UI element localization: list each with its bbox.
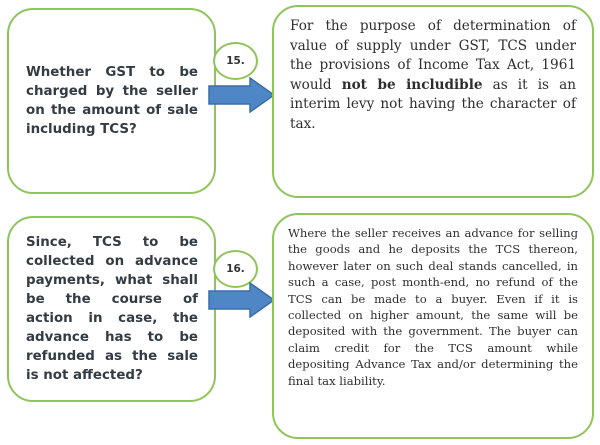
answer-text-16: Where the seller receives an advance for selling the goods and he deposits the TCS thereon, however later on such deal stands cancelled, in such a case, post month-end, no refund of the TCS can be made to a buyer. Even if it is collected on higher amount, the same will be deposited with the government. The buyer can claim credit for the TCS amount while depositing Advance Tax and/or determining the final tax liability.	[288, 226, 578, 388]
answer-text-15-part2: as it is an interim levy not having the character of tax.	[290, 76, 576, 132]
answer-box-15	[272, 5, 594, 198]
question-box-15	[7, 8, 216, 194]
question-text-16: Since, TCS to be collected on advance payments, what shall be the course of action in case, the advance has to be refunded as the sale is not affected?	[26, 235, 198, 383]
arrow-right-icon	[208, 77, 276, 113]
arrow-right-icon	[208, 282, 276, 318]
answer-text-15-part1: For the purpose of determination of value of supply under GST, TCS under the provisions of Income Tax Act, 1961 would	[290, 18, 576, 93]
question-box-16	[7, 216, 216, 402]
item-number-16: 16.	[226, 263, 245, 275]
item-number-badge-15	[213, 42, 258, 80]
answer-box-16	[272, 213, 594, 439]
question-text-15: Whether GST to be charged by the seller on the amount of sale including TCS?	[26, 65, 198, 137]
answer-text-15-emphasis: not be includible	[341, 76, 483, 93]
item-number-15: 15.	[226, 55, 245, 67]
